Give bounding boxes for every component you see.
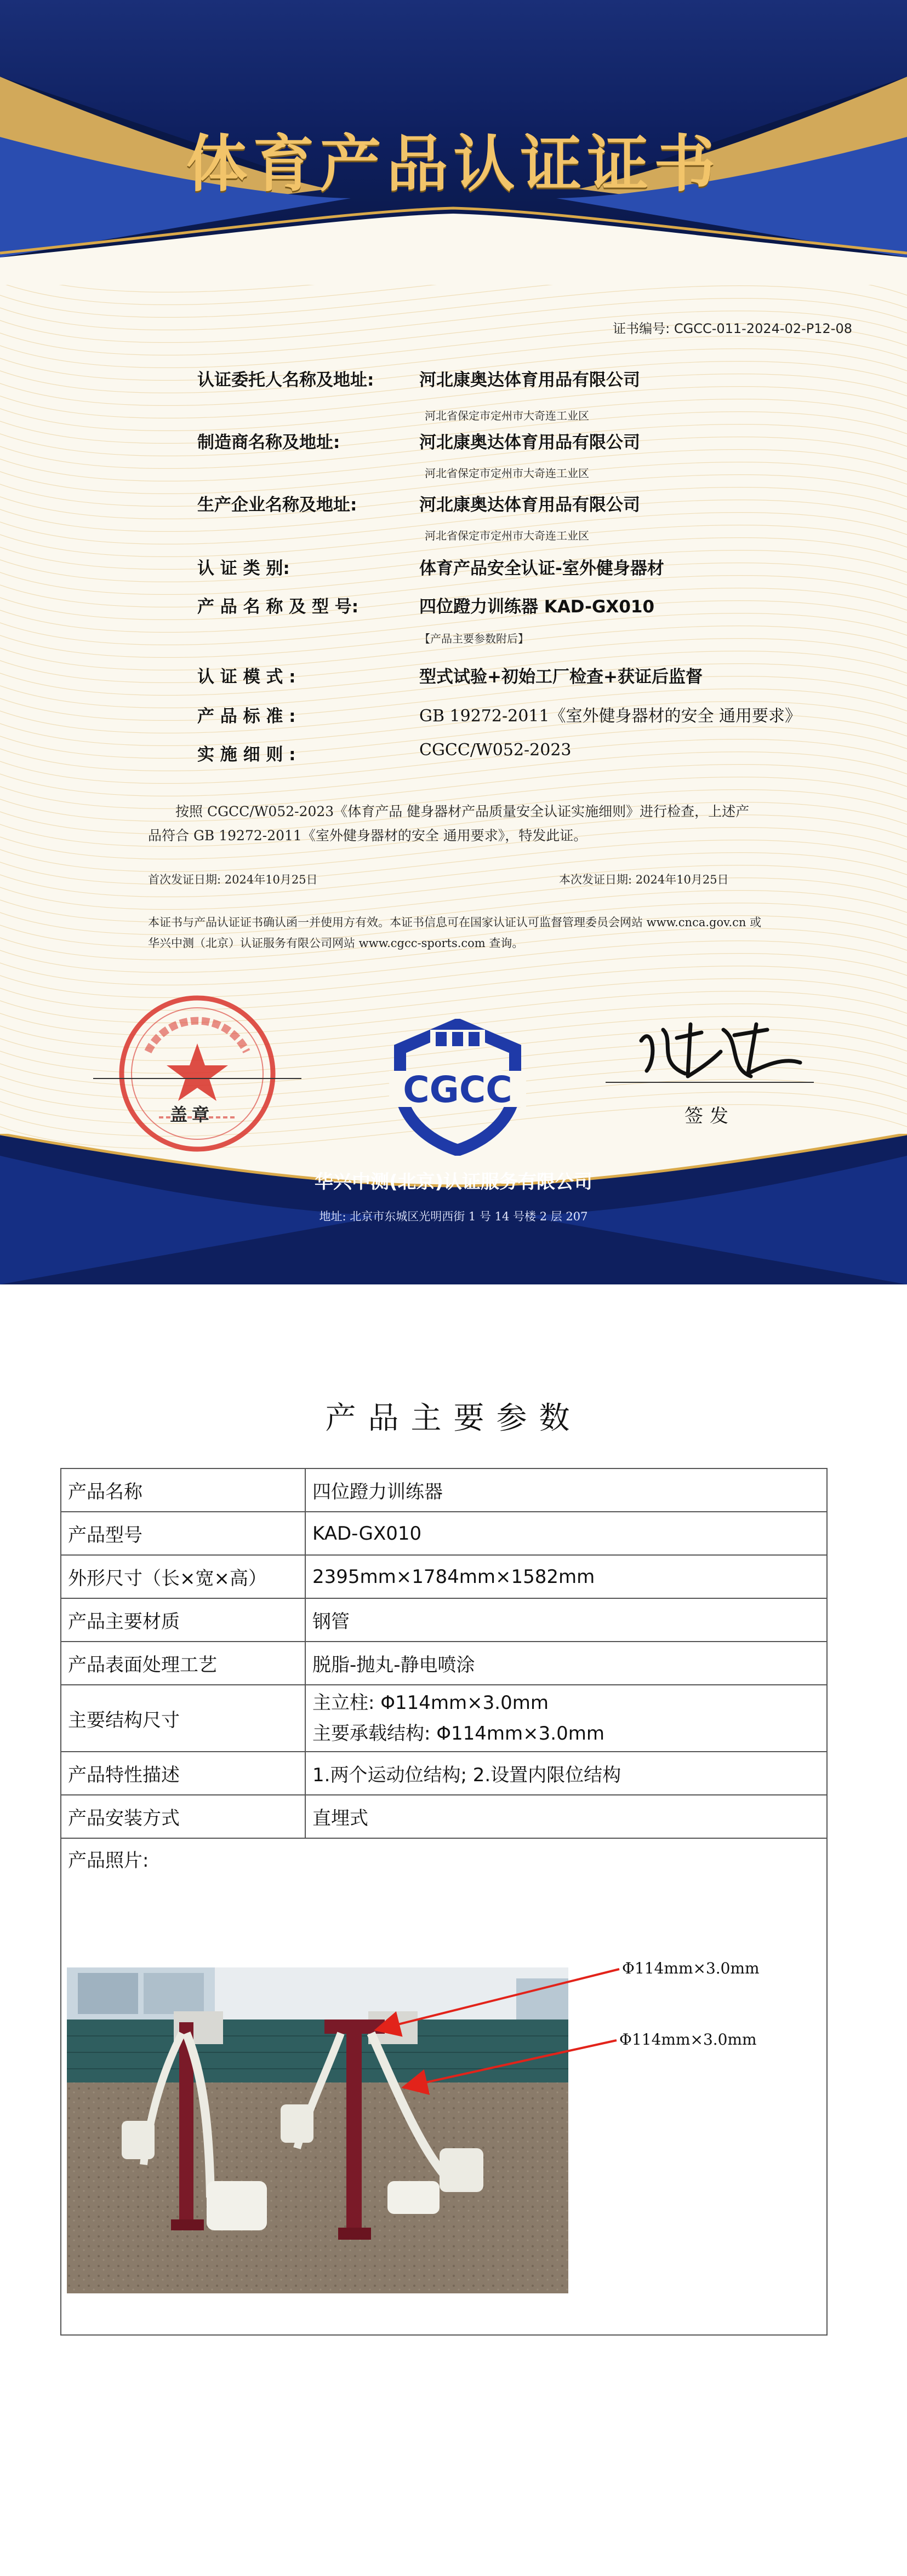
field-label-standard: 产 品 标 准 :	[197, 707, 296, 726]
photo-label: 产品照片:	[68, 1850, 149, 1872]
table-row	[61, 1752, 827, 1795]
field-label-rules: 实 施 细 则 :	[197, 745, 296, 765]
field-value-mode: 型式试验+初始工厂检查+获证后监督	[419, 667, 703, 687]
row-value-product-name: 四位蹬力训练器	[305, 1468, 827, 1512]
field-value-producer: 河北康奥达体育用品有限公司	[419, 495, 640, 515]
product-photo	[67, 1967, 568, 2293]
field-value-category: 体育产品安全认证-室外健身器材	[419, 559, 664, 578]
row-label-product-name: 产品名称	[61, 1468, 305, 1512]
field-label-product: 产 品 名 称 及 型 号:	[197, 597, 359, 617]
field-value-client: 河北康奥达体育用品有限公司	[419, 370, 640, 390]
row-value-dimensions: 2395mm×1784mm×1582mm	[305, 1555, 827, 1598]
table-row	[61, 1795, 827, 1838]
param-note: 【产品主要参数附后】	[419, 632, 529, 645]
row-label-structure: 主要结构尺寸	[61, 1685, 305, 1752]
certificate-title: 体育产品认证证书	[186, 129, 721, 200]
row-label-installation: 产品安装方式	[61, 1795, 305, 1838]
svg-text:CGCC: CGCC	[403, 1069, 512, 1111]
table-row	[61, 1468, 827, 1512]
row-label-dimensions: 外形尺寸（长×宽×高）	[61, 1555, 305, 1598]
table-row	[61, 1598, 827, 1642]
field-label-producer: 生产企业名称及地址:	[197, 495, 357, 515]
row-value-model: KAD-GX010	[305, 1512, 827, 1555]
field-label-client: 认证委托人名称及地址:	[197, 370, 374, 390]
structure-line-load-bearing: 主要承载结构: Φ114mm×3.0mm	[312, 1723, 604, 1745]
guilloche-line	[0, 853, 907, 897]
field-value-rules: CGCC/W052-2023	[419, 741, 572, 760]
row-value-installation: 直埋式	[305, 1795, 827, 1838]
field-value-standard: GB 19272-2011《室外健身器材的安全 通用要求》	[419, 707, 802, 726]
table-row	[61, 1555, 827, 1598]
field-label-mode: 认 证 模 式 :	[197, 667, 296, 687]
field-address-manufacturer: 河北省保定市定州市大奇连工业区	[425, 467, 589, 480]
field-value-manufacturer: 河北康奥达体育用品有限公司	[419, 433, 640, 452]
guilloche-line	[0, 865, 907, 910]
row-value-material: 钢管	[305, 1598, 827, 1642]
seal-label: 盖章	[169, 1104, 214, 1125]
field-address-client: 河北省保定市定州市大奇连工业区	[425, 409, 589, 422]
structure-line-main-column: 主立柱: Φ114mm×3.0mm	[312, 1692, 549, 1714]
field-address-producer: 河北省保定市定州市大奇连工业区	[425, 529, 589, 542]
certificate-body-text: 按照 CGCC/W052-2023《体育产品 健身器材产品质量安全认证实施细则》进行检查，上述产品符合 GB 19272-2011《室外健身器材的安全 通用要求》，特发此证。	[148, 804, 750, 844]
row-label-material: 产品主要材质	[61, 1598, 305, 1642]
issuer-name: 华兴中测(北京)认证服务有限公司	[314, 1171, 593, 1193]
current-issue-date: 本次发证日期: 2024年10月25日	[559, 873, 729, 886]
certificate	[0, 0, 907, 1284]
official-seal-icon	[115, 991, 279, 1156]
first-issue-date: 首次发证日期: 2024年10月25日	[148, 873, 318, 886]
row-value-structure	[305, 1685, 827, 1752]
table-row	[61, 1512, 827, 1555]
parameter-heading: 产品主要参数	[325, 1401, 582, 1436]
row-label-surface-treatment: 产品表面处理工艺	[61, 1642, 305, 1685]
row-value-features: 1.两个运动位结构; 2.设置内限位结构	[305, 1752, 827, 1795]
certificate-number: 证书编号: CGCC-011-2024-02-P12-08	[613, 321, 852, 336]
signature-handwriting	[625, 1008, 811, 1085]
row-value-surface-treatment: 脱脂-抛丸-静电喷涂	[305, 1642, 827, 1685]
photo-annotation-main-column: Φ114mm×3.0mm	[622, 1959, 760, 1977]
row-label-model: 产品型号	[61, 1512, 305, 1555]
table-row	[61, 1685, 827, 1752]
signature-underline	[606, 1082, 814, 1083]
row-label-features: 产品特性描述	[61, 1752, 305, 1795]
photo-annotation-load-bearing: Φ114mm×3.0mm	[619, 2030, 757, 2049]
field-label-category: 认 证 类 别:	[197, 559, 290, 578]
field-label-manufacturer: 制造商名称及地址:	[197, 433, 340, 452]
certificate-note: 本证书与产品认证证书确认函一并使用方有效。本证书信息可在国家认证认可监督管理委员会网站 www.cnca.gov.cn 或华兴中测（北京）认证服务有限公司网站 www.cgcc-sports.com 查询。	[148, 916, 762, 950]
seal-underline	[93, 1078, 301, 1079]
issuer-address: 地址: 北京市东城区光明西街 1 号 14 号楼 2 层 207	[319, 1210, 588, 1223]
parameter-page	[0, 1298, 907, 2576]
field-value-product: 四位蹬力训练器 KAD-GX010	[419, 597, 655, 617]
table-row	[61, 1642, 827, 1685]
signature-label: 签发	[684, 1105, 735, 1127]
